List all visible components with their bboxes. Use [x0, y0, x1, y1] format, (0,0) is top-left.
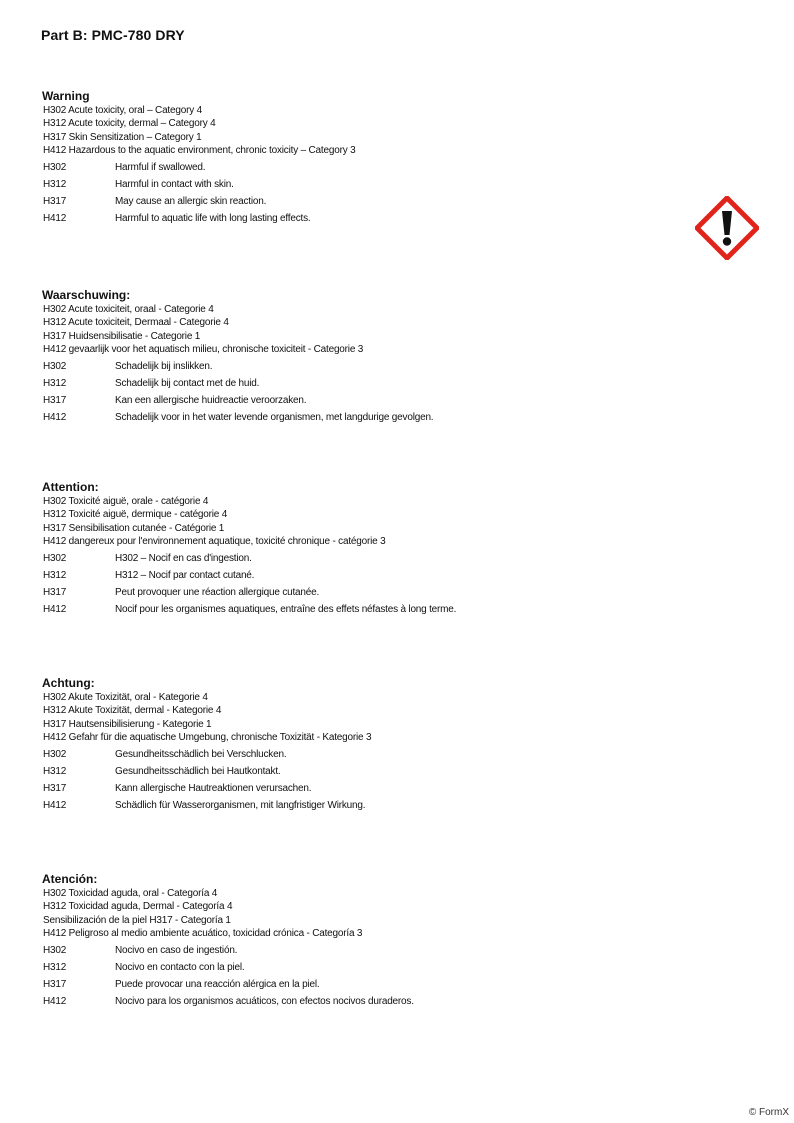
section-heading: Waarschuwing:: [42, 288, 131, 302]
classification-line: H412 dangereux pour l'environnement aquatique, toxicité chronique - catégorie 3: [43, 536, 386, 548]
classification-line: H302 Acute toxiciteit, oraal - Categorie 4: [43, 304, 214, 315]
section-heading: Achtung:: [42, 676, 95, 690]
hazard-statement-list: [42, 159, 662, 228]
hazard-statement: [43, 193, 662, 210]
hazard-statement: [43, 601, 662, 618]
hazard-text: Harmful if swallowed.: [115, 161, 206, 173]
hazard-statement: [43, 976, 662, 993]
copyright-footer: © FormX: [748, 1107, 789, 1118]
hazard-code: H312: [43, 961, 67, 973]
hazard-text: Nocivo para los organismos acuáticos, con efectos nocivos duraderos.: [115, 996, 414, 1008]
classification-line: H312 Akute Toxizität, dermal - Kategorie 4: [43, 705, 222, 717]
hazard-text: Gesundheitsschädlich bei Hautkontakt.: [115, 765, 281, 777]
hazard-code: H412: [43, 996, 67, 1008]
classification-line: Sensibilización de la piel H317 - Categoría 1: [43, 914, 231, 926]
hazard-statement: [43, 993, 662, 1010]
hazard-text: Peut provoquer une réaction allergique cutanée.: [115, 586, 320, 598]
hazard-text: H302 – Nocif en cas d'ingestion.: [115, 552, 252, 564]
hazard-code: H302: [43, 360, 67, 372]
hazard-code: H302: [43, 552, 67, 564]
hazard-statement: [43, 358, 662, 375]
hazard-text: Nocif pour les organismes aquatiques, entraîne des effets néfastes à long terme.: [115, 604, 457, 616]
hazard-statement: [43, 176, 662, 193]
hazard-statement: [43, 159, 662, 176]
hazard-statement: [43, 210, 662, 227]
hazard-code: H302: [43, 944, 67, 956]
document-title: Part B: PMC-780 DRY: [41, 27, 185, 43]
hazard-code: H312: [43, 569, 67, 581]
classification-line: H317 Sensibilisation cutanée - Catégorie 1: [43, 522, 225, 534]
hazard-text: Schadelijk bij contact met de huid.: [115, 377, 260, 389]
hazard-code: H317: [43, 195, 67, 207]
section-heading: Attention:: [42, 480, 99, 494]
section-spanish: [42, 872, 662, 1010]
hazard-statement: [43, 375, 662, 392]
classification-line: H312 Toxicité aiguë, dermique - catégorie 4: [43, 509, 228, 521]
hazard-statement-list: [42, 942, 662, 1011]
hazard-code: H412: [43, 800, 67, 812]
classification-line: H312 Acute toxicity, dermal – Category 4: [43, 118, 216, 130]
classification-line: H312 Toxicidad aguda, Dermal - Categoría 4: [43, 901, 233, 913]
hazard-code: H302: [43, 161, 67, 173]
hazard-statement-list: [42, 746, 662, 815]
classification-line: H317 Skin Sensitization – Category 1: [43, 131, 202, 143]
section-heading: Warning: [42, 89, 90, 103]
exclamation-mark-hazard-icon: [695, 196, 759, 260]
hazard-text: Puede provocar una reacción alérgica en la piel.: [115, 978, 320, 990]
section-dutch: [42, 288, 662, 426]
hazard-text: Nocivo en contacto con la piel.: [115, 961, 245, 973]
hazard-text: Kan een allergische huidreactie veroorzaken.: [115, 394, 307, 406]
classification-line: H317 Huidsensibilisatie - Categorie 1: [43, 330, 201, 342]
hazard-text: Harmful to aquatic life with long lasting effects.: [115, 213, 311, 225]
hazard-statement: [43, 392, 662, 409]
classification-line: H412 gevaarlijk voor het aquatisch milieu, chronische toxiciteit - Categorie 3: [43, 344, 364, 356]
classification-line: H412 Hazardous to the aquatic environment, chronic toxicity – Category 3: [43, 145, 356, 157]
hazard-statement: [43, 550, 662, 567]
classification-line: H312 Acute toxiciteit, Dermaal - Categorie 4: [43, 317, 229, 329]
hazard-code: H317: [43, 978, 67, 990]
hazard-code: H412: [43, 412, 67, 424]
hazard-statement-list: [42, 550, 662, 619]
hazard-statement: [43, 780, 662, 797]
hazard-text: Nocivo en caso de ingestión.: [115, 944, 238, 956]
hazard-statement-list: [42, 358, 662, 427]
classification-line: H302 Acute toxicity, oral – Category 4: [43, 105, 202, 116]
classification-line: H302 Toxicidad aguda, oral - Categoría 4: [43, 888, 218, 899]
hazard-code: H317: [43, 782, 67, 794]
section-french: [42, 480, 662, 618]
classification-line: H412 Peligroso al medio ambiente acuático, toxicidad crónica - Categoría 3: [43, 928, 363, 940]
section-german: [42, 676, 662, 814]
hazard-text: Harmful in contact with skin.: [115, 178, 234, 190]
hazard-text: Schadelijk voor in het water levende organismen, met langdurige gevolgen.: [115, 412, 434, 424]
hazard-text: Kann allergische Hautreaktionen verursachen.: [115, 782, 312, 794]
hazard-code: H317: [43, 394, 67, 406]
classification-line: H302 Akute Toxizität, oral - Kategorie 4: [43, 692, 208, 703]
classification-line: H317 Hautsensibilisierung - Kategorie 1: [43, 718, 212, 730]
hazard-code: H412: [43, 604, 67, 616]
hazard-code: H312: [43, 377, 67, 389]
hazard-statement: [43, 746, 662, 763]
hazard-code: H317: [43, 586, 67, 598]
hazard-text: H312 – Nocif par contact cutané.: [115, 569, 255, 581]
hazard-code: H412: [43, 213, 67, 225]
section-heading: Atención:: [42, 872, 98, 886]
hazard-text: Schädlich für Wasserorganismen, mit langfristiger Wirkung.: [115, 800, 366, 812]
hazard-text: Schadelijk bij inslikken.: [115, 360, 213, 372]
hazard-statement: [43, 942, 662, 959]
hazard-statement: [43, 797, 662, 814]
hazard-statement: [43, 567, 662, 584]
classification-line: H302 Toxicité aiguë, orale - catégorie 4: [43, 496, 209, 507]
hazard-statement: [43, 763, 662, 780]
hazard-text: Gesundheitsschädlich bei Verschlucken.: [115, 748, 287, 760]
exclamation-dot: [723, 237, 731, 245]
hazard-text: May cause an allergic skin reaction.: [115, 195, 267, 207]
ghs-pictogram-svg: [695, 196, 759, 260]
section-english: [42, 89, 662, 227]
hazard-code: H312: [43, 765, 67, 777]
hazard-statement: [43, 584, 662, 601]
classification-line: H412 Gefahr für die aquatische Umgebung, chronische Toxizität - Kategorie 3: [43, 732, 372, 744]
hazard-statement: [43, 959, 662, 976]
hazard-code: H302: [43, 748, 67, 760]
hazard-code: H312: [43, 178, 67, 190]
hazard-statement: [43, 409, 662, 426]
